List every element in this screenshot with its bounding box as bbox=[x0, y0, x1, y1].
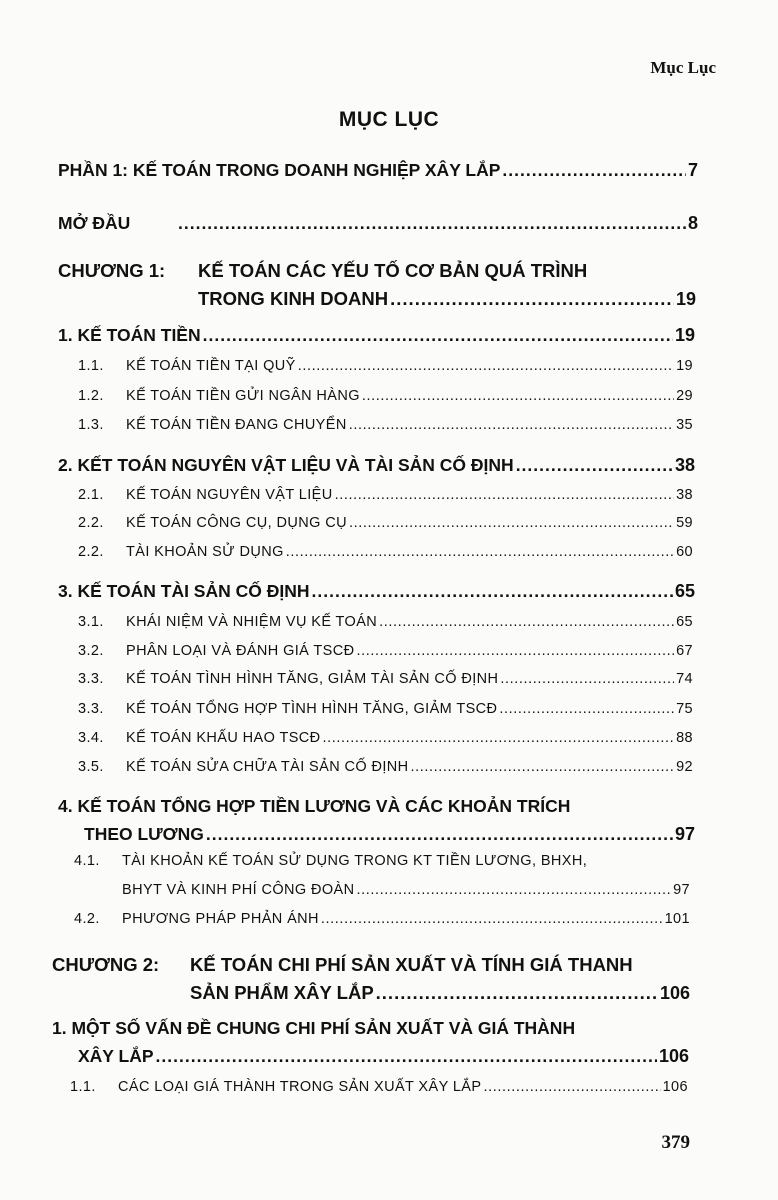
toc-text: 1. MỘT SỐ VẤN ĐỀ CHUNG CHI PHÍ SẢN XUẤT VÀ GIÁ THÀNH bbox=[52, 1018, 576, 1038]
toc-page: 19 bbox=[675, 289, 696, 309]
toc-page: 106 bbox=[659, 983, 690, 1003]
dot-leader bbox=[411, 759, 675, 775]
toc-subsection[interactable] bbox=[74, 911, 690, 927]
dot-leader bbox=[379, 614, 674, 630]
dot-leader bbox=[357, 882, 672, 898]
toc-num: 1.2. bbox=[78, 388, 104, 404]
dot-leader bbox=[349, 417, 674, 433]
toc-page: 67 bbox=[676, 643, 693, 659]
chapter-title-line1: KẾ TOÁN CÁC YẾU TỐ CƠ BẢN QUÁ TRÌNH bbox=[198, 260, 588, 281]
dot-leader bbox=[323, 730, 675, 746]
toc-text: KẾ TOÁN SỬA CHỮA TÀI SẢN CỐ ĐỊNH bbox=[126, 759, 409, 775]
dot-leader bbox=[516, 455, 673, 476]
dot-leader bbox=[362, 388, 674, 404]
toc-page: 29 bbox=[676, 388, 693, 404]
toc-subsection[interactable] bbox=[78, 701, 693, 717]
toc-text: KẾ TOÁN CÔNG CỤ, DỤNG CỤ bbox=[126, 515, 347, 531]
dot-leader bbox=[156, 1046, 657, 1067]
toc-section-3[interactable] bbox=[58, 581, 695, 602]
toc-subsection[interactable] bbox=[78, 614, 693, 630]
toc-num: 1.1. bbox=[78, 358, 104, 374]
toc-part-1[interactable] bbox=[58, 160, 698, 181]
toc-num: 3.5. bbox=[78, 759, 104, 775]
toc-page: 101 bbox=[664, 911, 690, 927]
toc-subsection-line1 bbox=[74, 853, 587, 869]
toc-text: KẾ TOÁN TỔNG HỢP TÌNH HÌNH TĂNG, GIẢM TSCĐ bbox=[126, 701, 498, 717]
toc-num: 2.2. bbox=[78, 544, 104, 560]
toc-text: KHÁI NIỆM VÀ NHIỆM VỤ KẾ TOÁN bbox=[126, 614, 378, 630]
toc-num: 3.3. bbox=[78, 701, 104, 717]
toc-text: TÀI KHOẢN SỬ DỤNG bbox=[126, 544, 284, 560]
toc-subsection[interactable] bbox=[78, 759, 693, 775]
toc-page: 59 bbox=[676, 515, 693, 531]
toc-num: 3.3. bbox=[78, 671, 104, 687]
toc-text: CÁC LOẠI GIÁ THÀNH TRONG SẢN XUẤT XÂY LẮP bbox=[118, 1079, 482, 1095]
toc-page: 35 bbox=[676, 417, 693, 433]
toc-num: 1.3. bbox=[78, 417, 104, 433]
toc-chapter-2-label bbox=[52, 954, 159, 976]
toc-page: 19 bbox=[676, 358, 693, 374]
toc-text: 4. KẾ TOÁN TỔNG HỢP TIỀN LƯƠNG VÀ CÁC KHOẢN TRÍCH bbox=[58, 796, 571, 816]
toc-chapter-1[interactable] bbox=[198, 288, 696, 310]
toc-text-line2: BHYT VÀ KINH PHÍ CÔNG ĐOÀN bbox=[122, 882, 355, 898]
toc-text: KẾ TOÁN TÌNH HÌNH TĂNG, GIẢM TÀI SẢN CỐ ĐỊNH bbox=[126, 671, 499, 687]
dot-leader bbox=[483, 1079, 660, 1095]
toc-page: 75 bbox=[676, 701, 693, 717]
toc-section-5-line1 bbox=[52, 1018, 575, 1039]
toc-page: 88 bbox=[676, 730, 693, 746]
toc-page: 97 bbox=[673, 882, 690, 898]
dot-leader bbox=[286, 544, 674, 560]
toc-page: 7 bbox=[687, 160, 698, 180]
chapter-title-line1: KẾ TOÁN CHI PHÍ SẢN XUẤT VÀ TÍNH GIÁ THANH bbox=[190, 954, 633, 975]
toc-subsection[interactable] bbox=[78, 388, 693, 404]
toc-text: KẾ TOÁN KHẤU HAO TSCĐ bbox=[126, 730, 321, 746]
toc-page: 65 bbox=[674, 581, 695, 601]
toc-page: 8 bbox=[687, 213, 698, 233]
toc-num: 2.2. bbox=[78, 515, 104, 531]
toc-text: PHƯƠNG PHÁP PHẢN ÁNH bbox=[122, 911, 319, 927]
dot-leader bbox=[499, 701, 674, 717]
toc-subsection[interactable] bbox=[78, 671, 693, 687]
toc-text: KẾ TOÁN TIỀN ĐANG CHUYỂN bbox=[126, 417, 347, 433]
toc-section-1[interactable] bbox=[58, 325, 695, 346]
toc-section-4[interactable] bbox=[84, 824, 695, 845]
toc-section-2[interactable] bbox=[58, 455, 695, 476]
toc-text: MỞ ĐẦU bbox=[58, 213, 131, 233]
dot-leader bbox=[203, 325, 673, 346]
toc-num: 3.2. bbox=[78, 643, 104, 659]
dot-leader bbox=[298, 358, 674, 374]
dot-leader bbox=[500, 671, 674, 687]
toc-num: 3.1. bbox=[78, 614, 104, 630]
running-head: Mục Lục bbox=[650, 58, 716, 77]
toc-text: KẾ TOÁN TIỀN TẠI QUỸ bbox=[126, 358, 296, 374]
toc-num: 4.1. bbox=[74, 853, 100, 869]
page-number: 379 bbox=[661, 1132, 690, 1153]
toc-page: 19 bbox=[674, 325, 695, 345]
dot-leader bbox=[312, 581, 673, 602]
toc-page: 38 bbox=[674, 455, 695, 475]
toc-num: 4.2. bbox=[74, 911, 100, 927]
toc-chapter-1-label bbox=[58, 260, 165, 282]
dot-leader bbox=[178, 213, 686, 234]
dot-leader bbox=[321, 911, 663, 927]
dot-leader bbox=[390, 288, 674, 310]
toc-subsection[interactable] bbox=[78, 544, 693, 560]
chapter-label: CHƯƠNG 2: bbox=[52, 954, 160, 975]
dot-leader bbox=[376, 982, 658, 1004]
toc-page: 106 bbox=[658, 1046, 689, 1066]
toc-chapter-1-line1 bbox=[198, 260, 587, 282]
toc-text: TÀI KHOẢN KẾ TOÁN SỬ DỤNG TRONG KT TIỀN LƯƠNG, BHXH, bbox=[122, 853, 588, 869]
dot-leader bbox=[349, 515, 674, 531]
toc-text: 1. KẾ TOÁN TIỀN bbox=[58, 325, 201, 345]
toc-chapter-2-line1 bbox=[190, 954, 633, 976]
toc-chapter-2[interactable] bbox=[190, 982, 690, 1004]
toc-page: 38 bbox=[676, 487, 693, 503]
dot-leader bbox=[335, 487, 674, 503]
toc-subsection[interactable] bbox=[70, 1079, 688, 1095]
dot-leader bbox=[357, 643, 675, 659]
toc-num: 1.1. bbox=[70, 1079, 96, 1095]
toc-subsection[interactable] bbox=[78, 643, 693, 659]
page-title: MỤC LỤC bbox=[338, 108, 440, 131]
toc-subsection[interactable] bbox=[78, 487, 693, 503]
toc-page: 97 bbox=[674, 824, 695, 844]
toc-num: 3.4. bbox=[78, 730, 104, 746]
toc-text: PHÂN LOẠI VÀ ĐÁNH GIÁ TSCĐ bbox=[126, 643, 355, 659]
chapter-title-line2: TRONG KINH DOANH bbox=[198, 288, 389, 309]
toc-num: 2.1. bbox=[78, 487, 104, 503]
toc-page: 60 bbox=[676, 544, 693, 560]
toc-text: 3. KẾ TOÁN TÀI SẢN CỐ ĐỊNH bbox=[58, 581, 310, 601]
toc-subsection[interactable] bbox=[78, 417, 693, 433]
toc-page: 65 bbox=[676, 614, 693, 630]
toc-text: 2. KẾT TOÁN NGUYÊN VẬT LIỆU VÀ TÀI SẢN CỐ ĐỊNH bbox=[58, 455, 514, 475]
toc-page: 74 bbox=[676, 671, 693, 687]
toc-page: 106 bbox=[662, 1079, 688, 1095]
toc-section-4-line1 bbox=[58, 796, 570, 817]
toc-text-line2: THEO LƯƠNG bbox=[84, 824, 204, 844]
toc-subsection[interactable] bbox=[78, 730, 693, 746]
dot-leader bbox=[206, 824, 673, 845]
dot-leader bbox=[502, 160, 686, 181]
toc-section-5[interactable] bbox=[78, 1046, 689, 1067]
toc-text: PHẦN 1: KẾ TOÁN TRONG DOANH NGHIỆP XÂY LẮP bbox=[58, 160, 501, 180]
toc-subsection[interactable] bbox=[78, 515, 693, 531]
toc-intro[interactable] bbox=[58, 213, 698, 234]
toc-text: KẾ TOÁN NGUYÊN VẬT LIỆU bbox=[126, 487, 333, 503]
toc-subsection[interactable] bbox=[78, 358, 693, 374]
chapter-label: CHƯƠNG 1: bbox=[58, 260, 166, 281]
toc-subsection[interactable] bbox=[122, 882, 690, 898]
chapter-title-line2: SẢN PHẨM XÂY LẮP bbox=[190, 982, 374, 1003]
toc-page: 92 bbox=[676, 759, 693, 775]
toc-text-line2: XÂY LẮP bbox=[78, 1046, 154, 1066]
toc-text: KẾ TOÁN TIỀN GỬI NGÂN HÀNG bbox=[126, 388, 360, 404]
